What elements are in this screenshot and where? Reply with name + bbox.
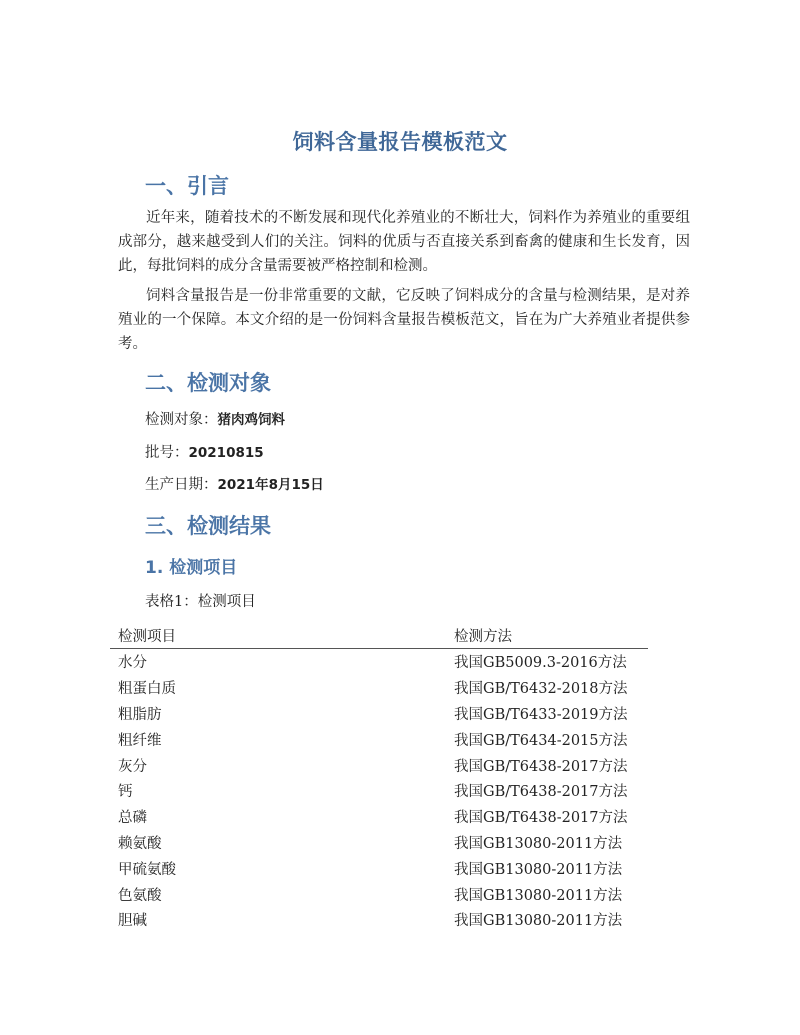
table-row [110,675,648,701]
table-header-item: 检测项目 [110,622,446,649]
table-row [110,726,648,752]
table-cell-item: 色氨酸 [118,887,162,904]
table-cell-method: 我国GB/T6438-2017方法 [454,758,628,775]
table-cell-method: 我国GB5009.3-2016方法 [454,655,627,672]
table-row [110,855,648,881]
table-cell-item: 粗纤维 [118,732,162,749]
table-cell-method: 我国GB/T6438-2017方法 [454,784,628,801]
table-row [110,881,648,907]
table-cell-method: 我国GB/T6434-2015方法 [454,732,628,749]
table-row [110,778,648,804]
table-cell-item: 粗脂肪 [118,706,162,723]
table-header-method: 检测方法 [446,622,648,649]
table-cell-method: 我国GB13080-2011方法 [454,887,623,904]
table-row [110,830,648,856]
subsection-heading-items: 1. 检测项目 [145,558,238,578]
intro-paragraph-1: 近年来，随着技术的不断发展和现代化养殖业的不断壮大，饲料作为养殖业的重要组成部分，越来越受到人们的关注。饲料的优质与否直接关系到畜禽的健康和生长发育，因此，每批饲料的成分含量需要被严格控制和检测。 [118,210,690,274]
table-cell-item: 总磷 [118,810,147,827]
table-row [110,649,648,675]
table-body [110,649,648,933]
field-label: 生产日期： [145,477,218,493]
table-cell-method: 我国GB13080-2011方法 [454,861,623,878]
section-heading-results: 三、检测结果 [145,514,271,538]
table-cell-item: 灰分 [118,758,147,775]
table-cell-item: 钙 [118,784,133,801]
table-cell-method: 我国GB/T6438-2017方法 [454,810,628,827]
test-items-table [110,622,648,933]
table-cell-method: 我国GB/T6433-2019方法 [454,706,628,723]
document-title: 饲料含量报告模板范文 [292,130,508,154]
table-row [110,804,648,830]
intro-paragraph-2: 饲料含量报告是一份非常重要的文献，它反映了饲料成分的含量与检测结果，是对养殖业的一个保障。本文介绍的是一份饲料含量报告模板范文，旨在为广大养殖业者提供参考。 [118,288,690,352]
table-cell-item: 粗蛋白质 [118,681,176,698]
section-heading-object: 二、检测对象 [145,371,271,395]
table-cell-method: 我国GB13080-2011方法 [454,913,623,930]
field-batch [145,441,264,462]
table-row [110,701,648,727]
table-cell-method: 我国GB/T6432-2018方法 [454,681,628,698]
table-cell-item: 赖氨酸 [118,835,162,852]
section-heading-intro: 一、引言 [145,174,229,198]
field-value: 20210815 [188,445,264,461]
field-label: 检测对象： [145,412,218,428]
field-label: 批号： [145,445,189,461]
field-object [145,408,285,429]
table-cell-item: 甲硫氨酸 [118,861,176,878]
table-cell-item: 水分 [118,655,147,672]
table-cell-item: 胆碱 [118,913,147,930]
field-production-date [145,473,324,494]
table-caption: 表格1：检测项目 [145,594,256,610]
field-value: 2021年8月15日 [217,477,324,493]
table-row [110,752,648,778]
field-value: 猪肉鸡饲料 [217,412,285,428]
table-cell-method: 我国GB13080-2011方法 [454,835,623,852]
table-row [110,907,648,933]
table-header-row [110,622,648,649]
